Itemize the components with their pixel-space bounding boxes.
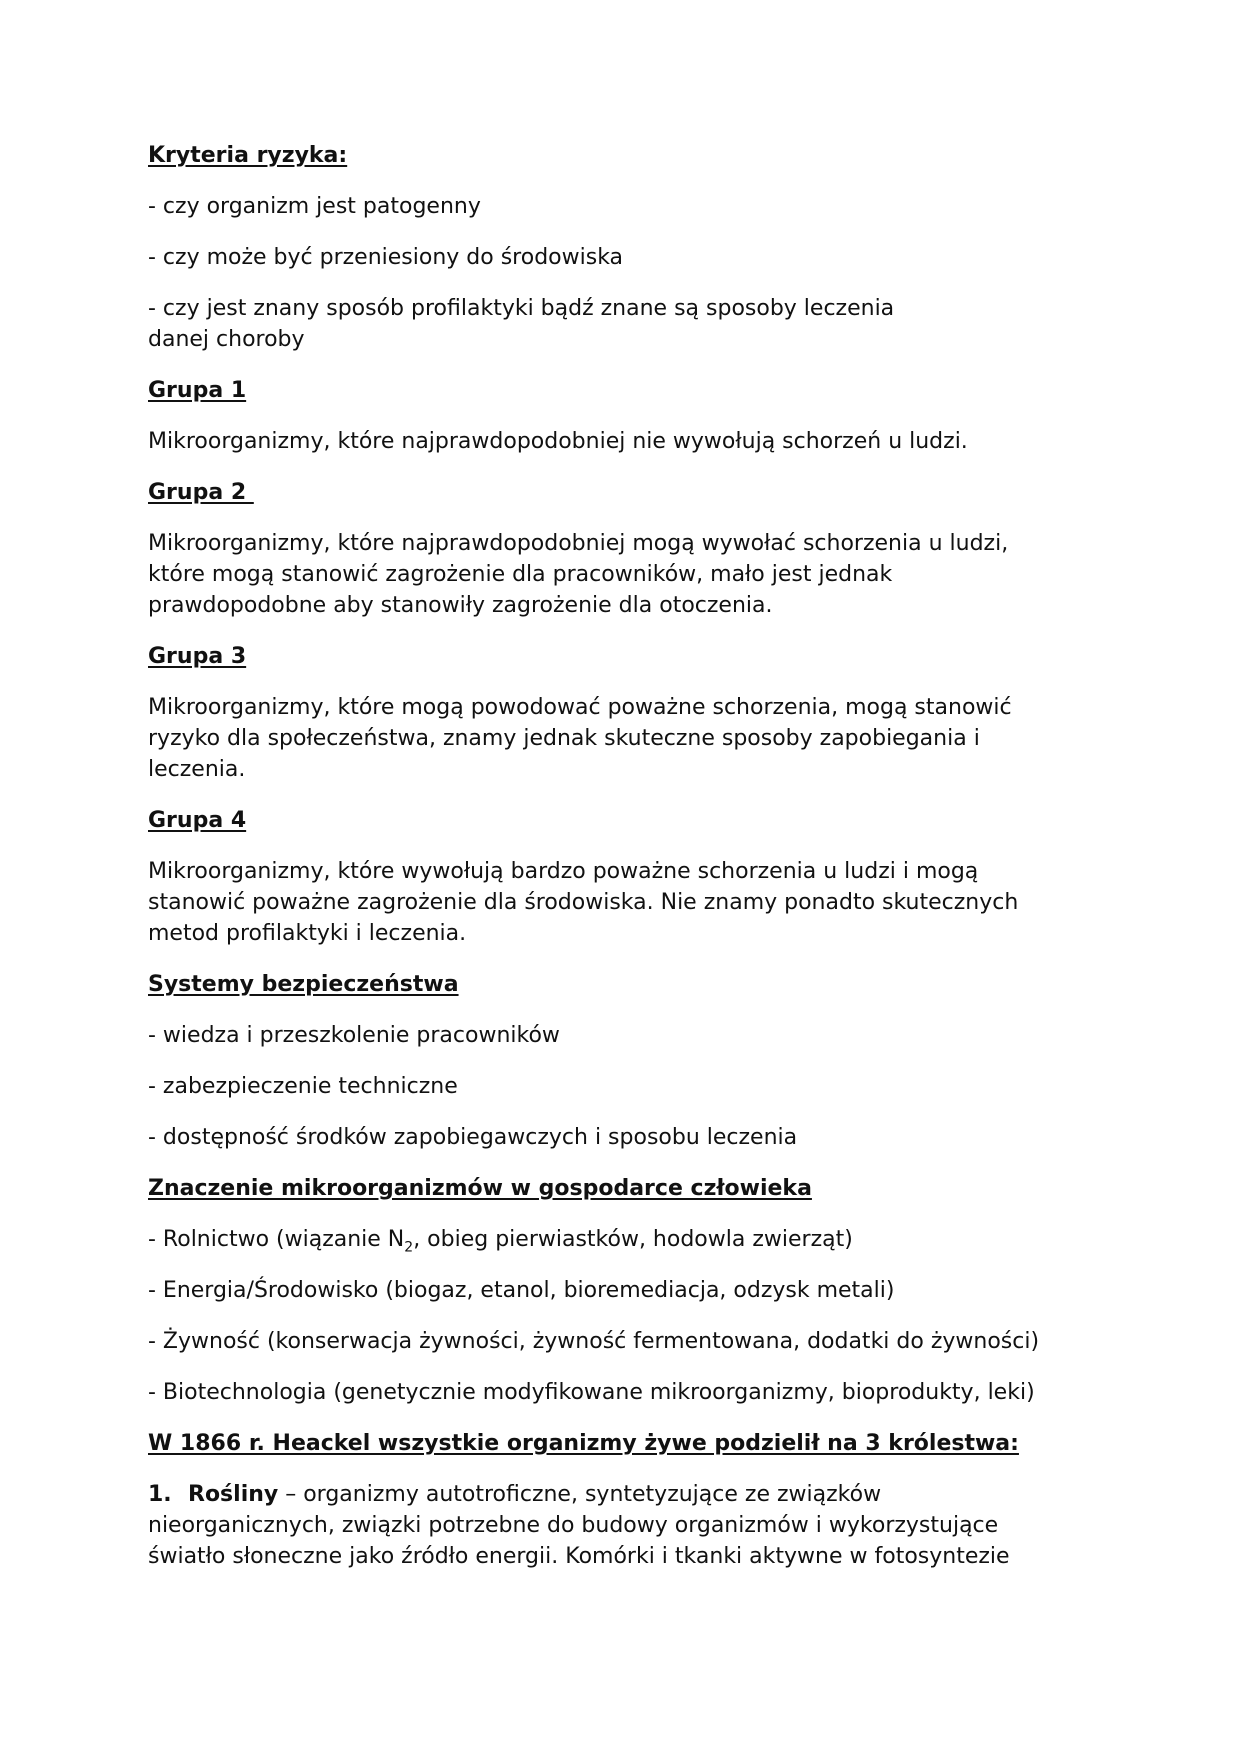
- economy-bullet-food: - Żywność (konserwacja żywności, żywność fermentowana, dodatki do żywności): [148, 1329, 1040, 1354]
- group-3-heading: Grupa 3: [148, 644, 247, 669]
- kingdom-item-plants: [148, 1479, 1048, 1572]
- kingdoms-heading: W 1866 r. Heackel wszystkie organizmy żywe podzielił na 3 królestwa:: [148, 1431, 1019, 1456]
- safety-bullet-1: - wiedza i przeszkolenie pracowników: [148, 1023, 560, 1048]
- economy-bullet-energy: - Energia/Środowisko (biogaz, etanol, bioremediacja, odzysk metali): [148, 1278, 895, 1303]
- group-2-text: Mikroorganizmy, które najprawdopodobniej mogą wywołać schorzenia u ludzi, które mogą stanowić zagrożenie dla pracowników, mało jest jednak prawdopodobne aby stanowiły zagrożenie dla otoczenia.: [148, 531, 1009, 618]
- document-page: [148, 140, 1088, 1572]
- economy-heading: Znaczenie mikroorganizmów w gospodarce człowieka: [148, 1176, 812, 1201]
- risk-bullet-1: - czy organizm jest patogenny: [148, 194, 481, 219]
- safety-bullet-2: - zabezpieczenie techniczne: [148, 1074, 458, 1099]
- safety-bullet-3: - dostępność środków zapobiegawczych i sposobu leczenia: [148, 1125, 798, 1150]
- group-3-text: Mikroorganizmy, które mogą powodować poważne schorzenia, mogą stanowić ryzyko dla społeczeństwa, znamy jednak skuteczne sposoby zapobiegania i leczenia.: [148, 695, 1012, 782]
- economy-bullet-agriculture-end: , obieg pierwiastków, hodowla zwierząt): [413, 1227, 853, 1252]
- group-2-heading: Grupa 2: [148, 480, 254, 505]
- risk-bullet-3: - czy jest znany sposób profilaktyki bądź znane są sposoby leczenia danej choroby: [148, 296, 895, 352]
- group-1-heading: Grupa 1: [148, 378, 247, 403]
- kingdom-item-number: 1.: [148, 1482, 172, 1507]
- kingdom-item-term: Rośliny: [188, 1482, 279, 1507]
- safety-systems-heading: Systemy bezpieczeństwa: [148, 972, 459, 997]
- economy-bullet-biotech: - Biotechnologia (genetycznie modyfikowane mikroorganizmy, bioprodukty, leki): [148, 1380, 1035, 1405]
- group-4-heading: Grupa 4: [148, 808, 247, 833]
- group-1-text: Mikroorganizmy, które najprawdopodobniej nie wywołują schorzeń u ludzi.: [148, 429, 968, 454]
- economy-bullet-agriculture-start: - Rolnictwo (wiązanie N: [148, 1227, 405, 1252]
- nitrogen-subscript: 2: [404, 1239, 414, 1256]
- group-4-text: Mikroorganizmy, które wywołują bardzo poważne schorzenia u ludzi i mogą stanowić poważne zagrożenie dla środowiska. Nie znamy ponadto skutecznych metod profilaktyki i leczenia.: [148, 859, 1019, 946]
- risk-criteria-heading: Kryteria ryzyka:: [148, 143, 348, 168]
- risk-bullet-2: - czy może być przeniesiony do środowiska: [148, 245, 624, 270]
- kingdom-item-description: – organizmy autotroficzne, syntetyzujące ze związków nieorganicznych, związki potrzebne do budowy organizmów i wykorzystujące światło słoneczne jako źródło energii. Komórki i tkanki aktywne w fotosyntezie: [148, 1482, 1010, 1569]
- economy-bullet-agriculture: [148, 1224, 1088, 1255]
